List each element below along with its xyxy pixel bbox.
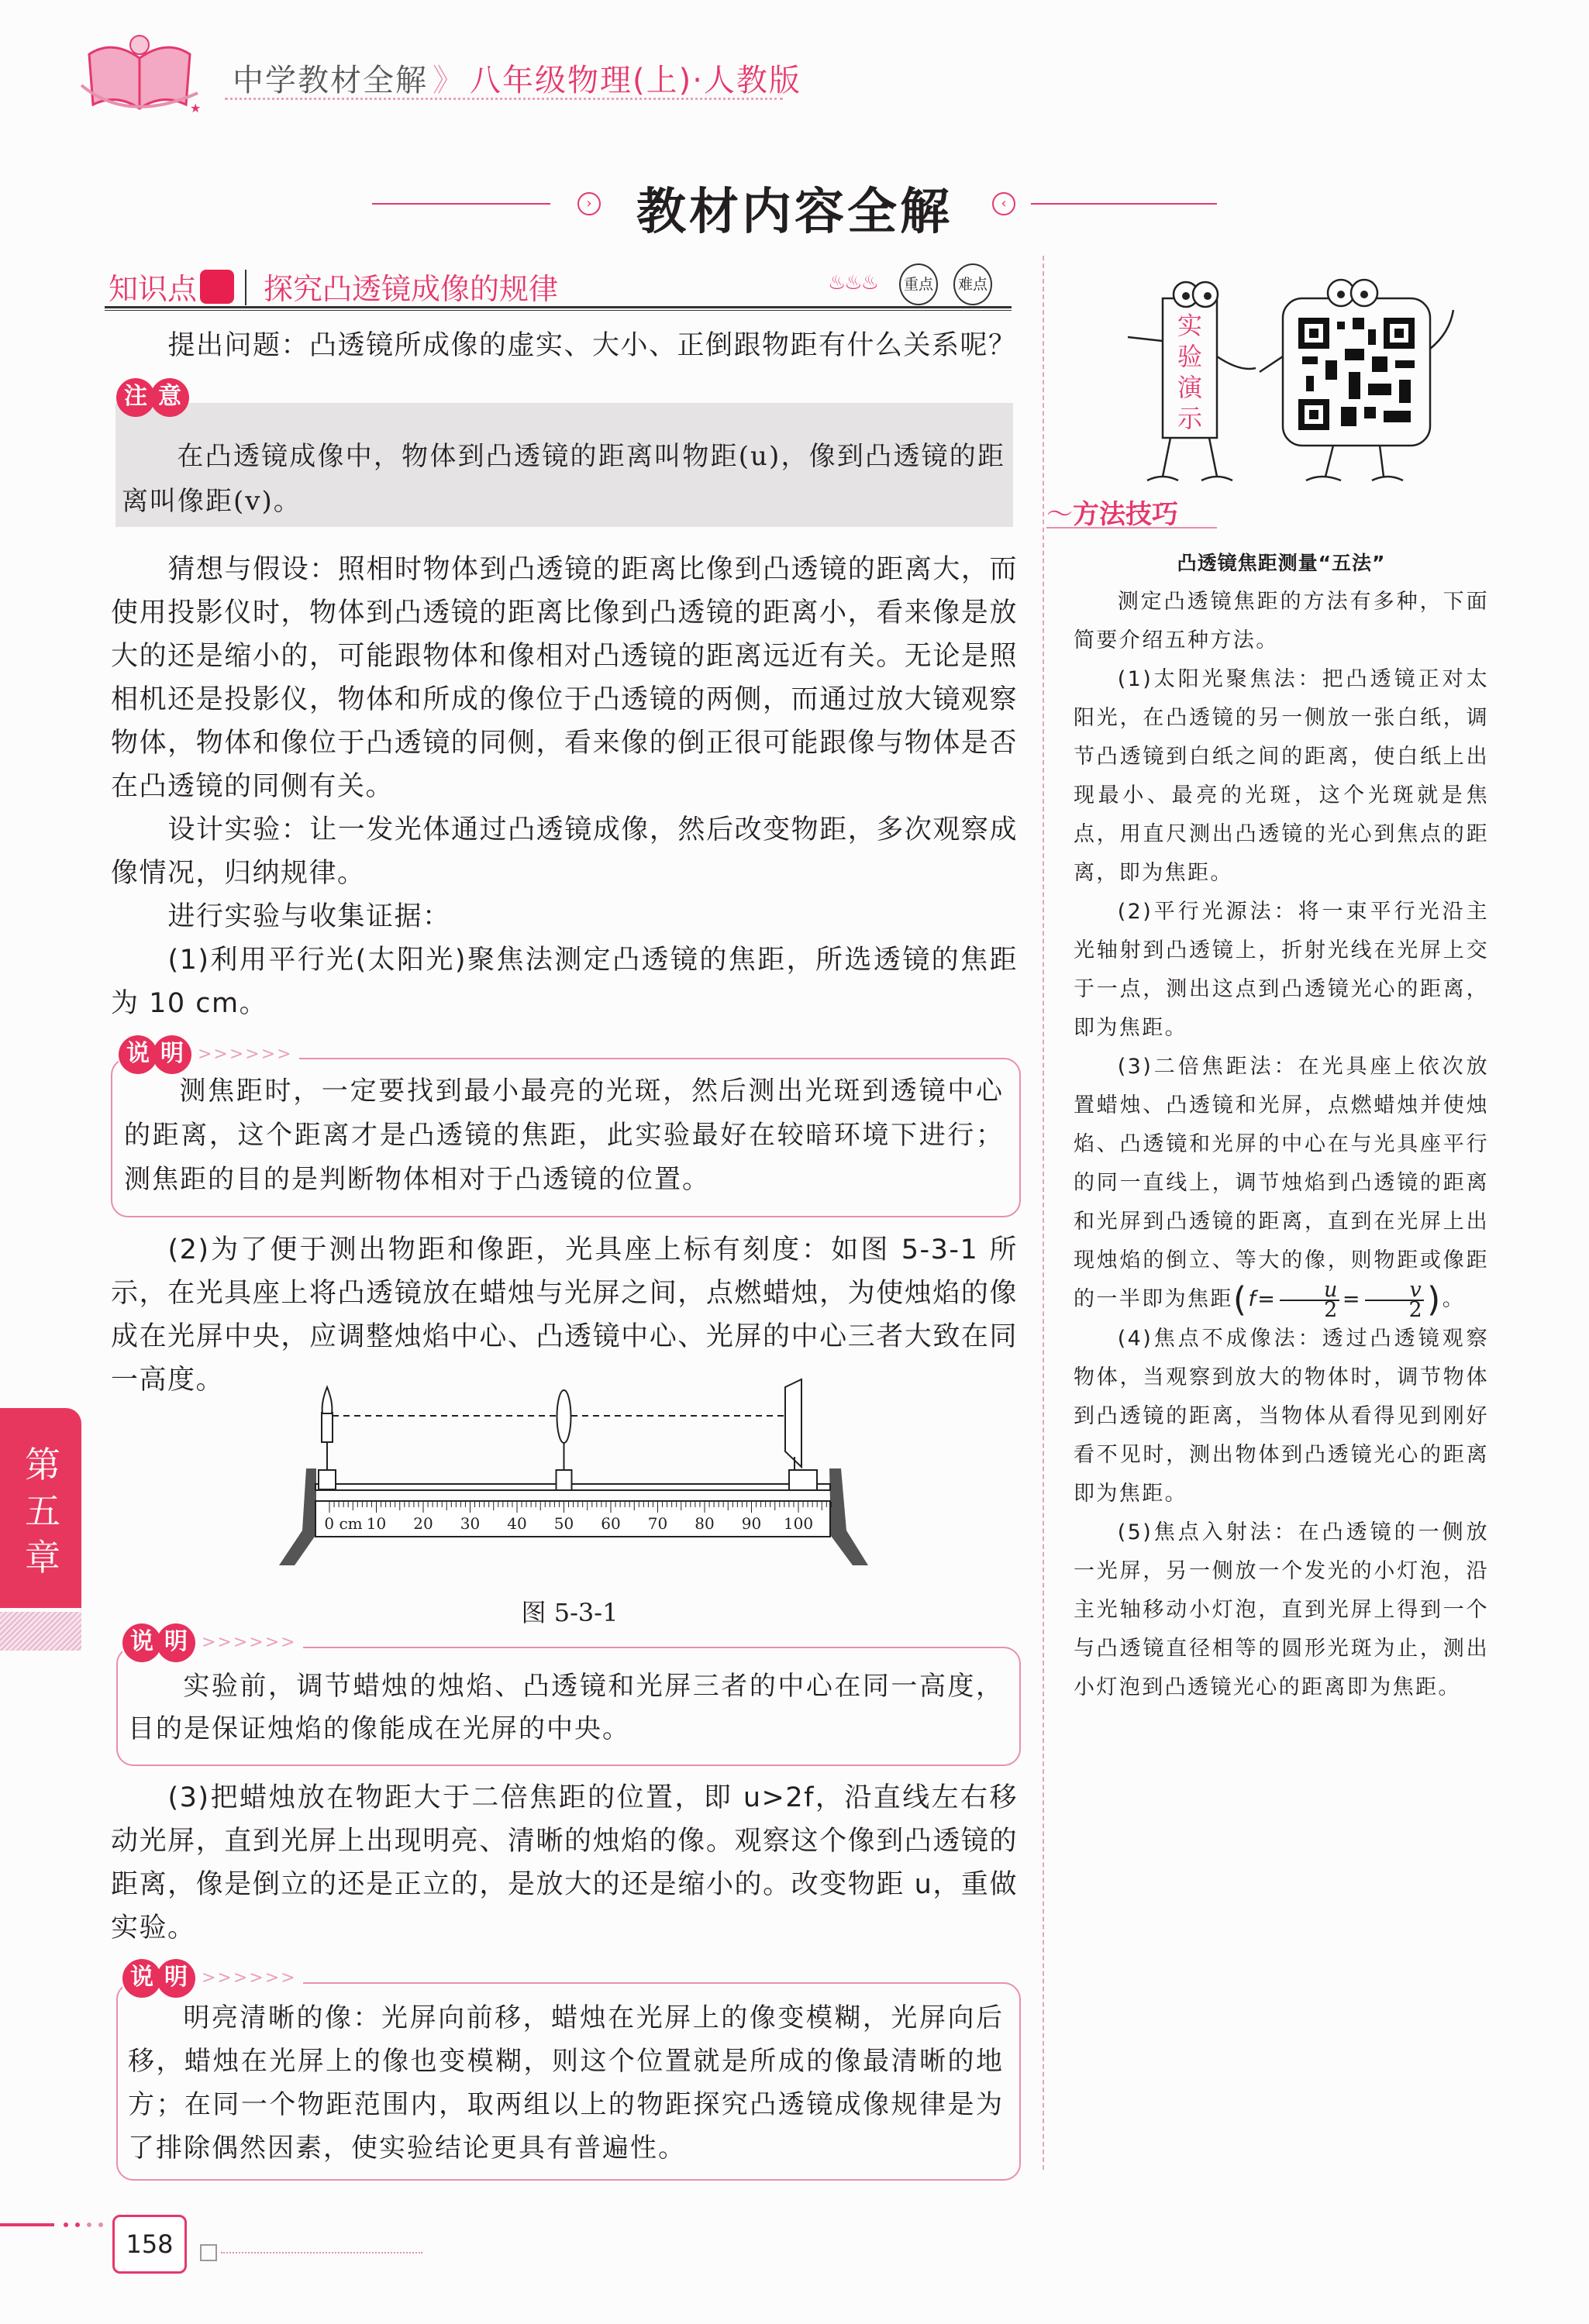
ruler-label: 90 — [741, 1514, 762, 1533]
note-label-char: 明 — [157, 1623, 195, 1662]
ruler-label: 50 — [553, 1514, 574, 1533]
flame-icons: ♨♨♨ — [828, 271, 877, 294]
book-title: 八年级物理(上)·人教版 — [470, 63, 801, 98]
attention-label-char: 注 — [116, 378, 155, 417]
method-item: (1)太阳光聚焦法：把凸透镜正对太阳光，在凸透镜的另一侧放一张白纸，调节凸透镜到白纸之间的距离，使白纸上出现最小、最亮的光斑，这个光斑就是焦点，用直尺测出凸透镜的光心到焦点的距离，即为焦距。 — [1074, 667, 1489, 885]
column-divider — [1043, 256, 1044, 2170]
fraction-v-over-2 — [1365, 1277, 1425, 1322]
candle-flame — [322, 1387, 333, 1413]
chevron-decoration-icon: >>>>>> — [198, 1045, 293, 1064]
method-item: (5)焦点入射法：在凸透镜的一侧放一光屏，另一侧放一个发光的小灯泡，沿主光轴移动小灯泡，直到光屏上得到一个与凸透镜直径相等的圆形光斑为止，测出小灯泡到凸透镜光心的距离即为焦距。 — [1074, 1520, 1489, 1699]
note-text: 测焦距时，一定要找到最小最亮的光斑，然后测出光斑到透镜中心的距离，这个距离才是凸透镜的焦距，此实验最好在较暗环境下进行；测焦距的目的是判断物体相对于凸透镜的位置。 — [124, 1076, 1004, 1195]
method-tips-subtitle: 凸透镜焦距测量“五法” — [1177, 552, 1386, 574]
note-text-block-2 — [128, 1665, 1004, 1751]
knowledge-point-number-block — [200, 270, 234, 304]
ruler-label: 0 cm — [324, 1514, 363, 1533]
experiment-demo-qr-illustration — [1085, 256, 1488, 488]
note-label-char: 明 — [157, 1959, 195, 1998]
fraction-num: u — [1324, 1277, 1339, 1302]
knowledge-point-title: 探究凸透镜成像的规律 — [264, 272, 559, 306]
title-line-right — [1031, 203, 1217, 205]
chapter-tab-label: 第五章 — [25, 1444, 60, 1579]
heading-bracket — [245, 270, 250, 305]
note-label-3 — [122, 1959, 303, 1998]
formula-lhs: f= — [1248, 1287, 1277, 1311]
page-number: 158 — [112, 2215, 187, 2274]
chapter-tab-hatch — [0, 1612, 81, 1651]
chevron-decoration-icon: >>>>>> — [202, 1633, 297, 1652]
method-tips-heading — [1046, 493, 1178, 531]
formula-open: ( — [1232, 1279, 1249, 1320]
figure-caption: 图 5-3-1 — [521, 1598, 619, 1627]
ruler-label: 20 — [413, 1514, 433, 1533]
ruler-label: 10 — [366, 1514, 387, 1533]
method-intro: 测定凸透镜焦距的方法有多种，下面简要介绍五种方法。 — [1074, 590, 1489, 652]
fraction-u-over-2 — [1280, 1277, 1339, 1322]
book-logo-icon — [81, 31, 202, 116]
attention-label — [116, 378, 184, 417]
ruler-label: 100 — [783, 1514, 814, 1533]
body-paragraphs-a — [111, 548, 1018, 1025]
fraction-num: v — [1409, 1277, 1424, 1302]
note-label-2 — [122, 1623, 303, 1662]
convex-lens — [557, 1390, 572, 1490]
running-header — [233, 56, 801, 100]
chevron-decoration-icon: >>>>>> — [202, 1968, 297, 1988]
question-paragraph — [111, 324, 1018, 367]
fraction-den: 2 — [1365, 1300, 1424, 1320]
candle — [319, 1387, 336, 1489]
ruler-label: 40 — [507, 1514, 527, 1533]
header-divider — [225, 98, 783, 100]
method-item: (4)焦点不成像法：透过凸透镜观察物体，当观察到放大的物体时，调节物体到凸透镜的距离，当物体从看得见到刚好看不见时，测出物体到凸透镜光心的距离即为焦距。 — [1074, 1326, 1489, 1506]
step1-paragraph: (1)利用平行光(太阳光)聚焦法测定凸透镜的焦距，所选透镜的焦距为 10 cm。 — [111, 945, 1018, 1019]
attention-label-char: 意 — [150, 378, 189, 417]
design-paragraph: 设计实验：让一发光体通过凸透镜成像，然后改变物距，多次观察成像情况，归纳规律。 — [111, 814, 1018, 889]
step2-paragraph: (2)为了便于测出物距和像距，光具座上标有刻度：如图 5-3-1 所示，在光具座上将凸透镜放在蜡烛与光屏之间，点燃蜡烛，为使烛焰的像成在光屏中央，应调整烛焰中心、凸透镜中心、光屏的中心三者大致在同一高度。 — [111, 1234, 1018, 1396]
attention-text-block — [122, 434, 1005, 524]
knowledge-point-heading — [109, 265, 558, 308]
formula-equals: = — [1342, 1287, 1362, 1311]
method-item: (2)平行光源法：将一束平行光沿主光轴射到凸透镜上，折射光线在光屏上交于一点，测出这点到凸透镜光心的距离，即为焦距。 — [1074, 900, 1489, 1040]
step3-paragraph: (3)把蜡烛放在物距大于二倍焦距的位置，即 u>2f，沿直线左右移动光屏，直到光屏上出现明亮、清晰的烛焰的像。观察这个像到凸透镜的距离，像是倒立的还是正立的，是放大的还是缩小的。改变物距 u，重做实验。 — [111, 1782, 1018, 1944]
bench-rail — [315, 1484, 830, 1490]
heading-underline — [105, 306, 1012, 311]
formula-close: ) — [1427, 1279, 1443, 1320]
optical-bench-figure — [264, 1364, 884, 1573]
key-point-tag: 重点 — [899, 263, 938, 305]
note-text-block-3 — [128, 1996, 1004, 2170]
arrow-right-icon: › — [577, 192, 601, 215]
method-tips-underline — [1046, 527, 1217, 528]
footer-dots-decoration — [0, 2222, 109, 2227]
note-label-1 — [119, 1035, 299, 1074]
svg-text:★: ★ — [190, 101, 202, 115]
method-tips-content — [1074, 544, 1489, 1707]
ruler-label: 60 — [601, 1514, 621, 1533]
note-text-block-1 — [124, 1069, 1004, 1202]
screen-panel — [785, 1379, 801, 1467]
swoosh-icon: 〜 — [1046, 499, 1073, 530]
note-label-char: 说 — [122, 1959, 161, 1998]
screen-holder — [789, 1470, 817, 1490]
knowledge-point-prefix: 知识点 — [109, 272, 198, 306]
note-label-char: 明 — [153, 1035, 191, 1074]
procedure-paragraph: 进行实验与收集证据： — [167, 901, 451, 932]
method-tips-title: 方法技巧 — [1073, 499, 1178, 530]
ruler-label: 30 — [460, 1514, 481, 1533]
section-title: 教材内容全解 — [636, 184, 953, 241]
note-text: 实验前，调节蜡烛的烛焰、凸透镜和光屏三者的中心在同一高度，目的是保证烛焰的像能成在光屏的中央。 — [128, 1671, 1004, 1744]
note-text: 明亮清晰的像：光屏向前移，蜡烛在光屏上的像变模糊，光屏向后移，蜡烛在光屏上的像也变模糊，则这个位置就是所成的像最清晰的地方；在同一个物距范围内，取两组以上的物距探究凸透镜成像规律是为了排除偶然因素，使实验结论更具有普遍性。 — [128, 2002, 1004, 2164]
lens-holder — [557, 1470, 572, 1490]
hypothesis-paragraph: 猜想与假设：照相时物体到凸透镜的距离比像到凸透镜的距离大，而使用投影仪时，物体到凸透镜的距离比像到凸透镜的距离小，看来像是放大的还是缩小的，可能跟物体和像相对凸透镜的距离远近有关。无论是照相机还是投影仪，物体和所成的像位于凸透镜的两侧，而通过放大镜观察物体，物体和像位于凸透镜的同侧，看来像的倒正很可能跟像与物体是否在凸透镜的同侧有关。 — [111, 554, 1018, 802]
method-item — [1074, 1048, 1489, 1320]
note-label-char: 说 — [119, 1035, 157, 1074]
footer-dotted-line — [221, 2252, 422, 2253]
experiment-demo-label: 实验演示 — [1177, 311, 1202, 433]
lens-shape — [557, 1390, 571, 1443]
series-title: 中学教材全解 — [233, 63, 428, 98]
note-label-char: 说 — [122, 1623, 161, 1662]
qr-code-icon — [1298, 318, 1415, 430]
fraction-den: 2 — [1280, 1300, 1339, 1320]
ruler-label: 70 — [647, 1514, 668, 1533]
header-separator: 》 — [433, 63, 465, 98]
formula-end: 。 — [1442, 1287, 1466, 1311]
candle-body — [322, 1413, 333, 1442]
candle-holder — [319, 1470, 336, 1489]
question-text: 提出问题：凸透镜所成像的虚实、大小、正倒跟物距有什么关系呢？ — [167, 330, 1017, 361]
footer-square-icon — [200, 2244, 217, 2261]
light-screen — [785, 1379, 817, 1490]
right-stand-leg — [829, 1468, 868, 1565]
left-stand-leg — [279, 1468, 316, 1565]
body-paragraph-c — [111, 1776, 1018, 1950]
attention-text: 在凸透镜成像中，物体到凸透镜的距离叫物距(u)，像到凸透镜的距离叫像距(v)。 — [122, 441, 1005, 517]
difficulty-tag: 难点 — [953, 263, 992, 305]
arrow-left-icon: ‹ — [992, 192, 1015, 215]
ruler-label: 80 — [695, 1514, 715, 1533]
method-item-text: (3)二倍焦距法：在光具座上依次放置蜡烛、凸透镜和光屏，点燃蜡烛并使烛焰、凸透镜和光屏的中心在与光具座平行的同一直线上，调节烛焰到凸透镜的距离和光屏到凸透镜的距离，直到在光屏上出现烛焰的倒立、等大的像，则物距或像距的一半即为焦距 — [1074, 1055, 1489, 1311]
